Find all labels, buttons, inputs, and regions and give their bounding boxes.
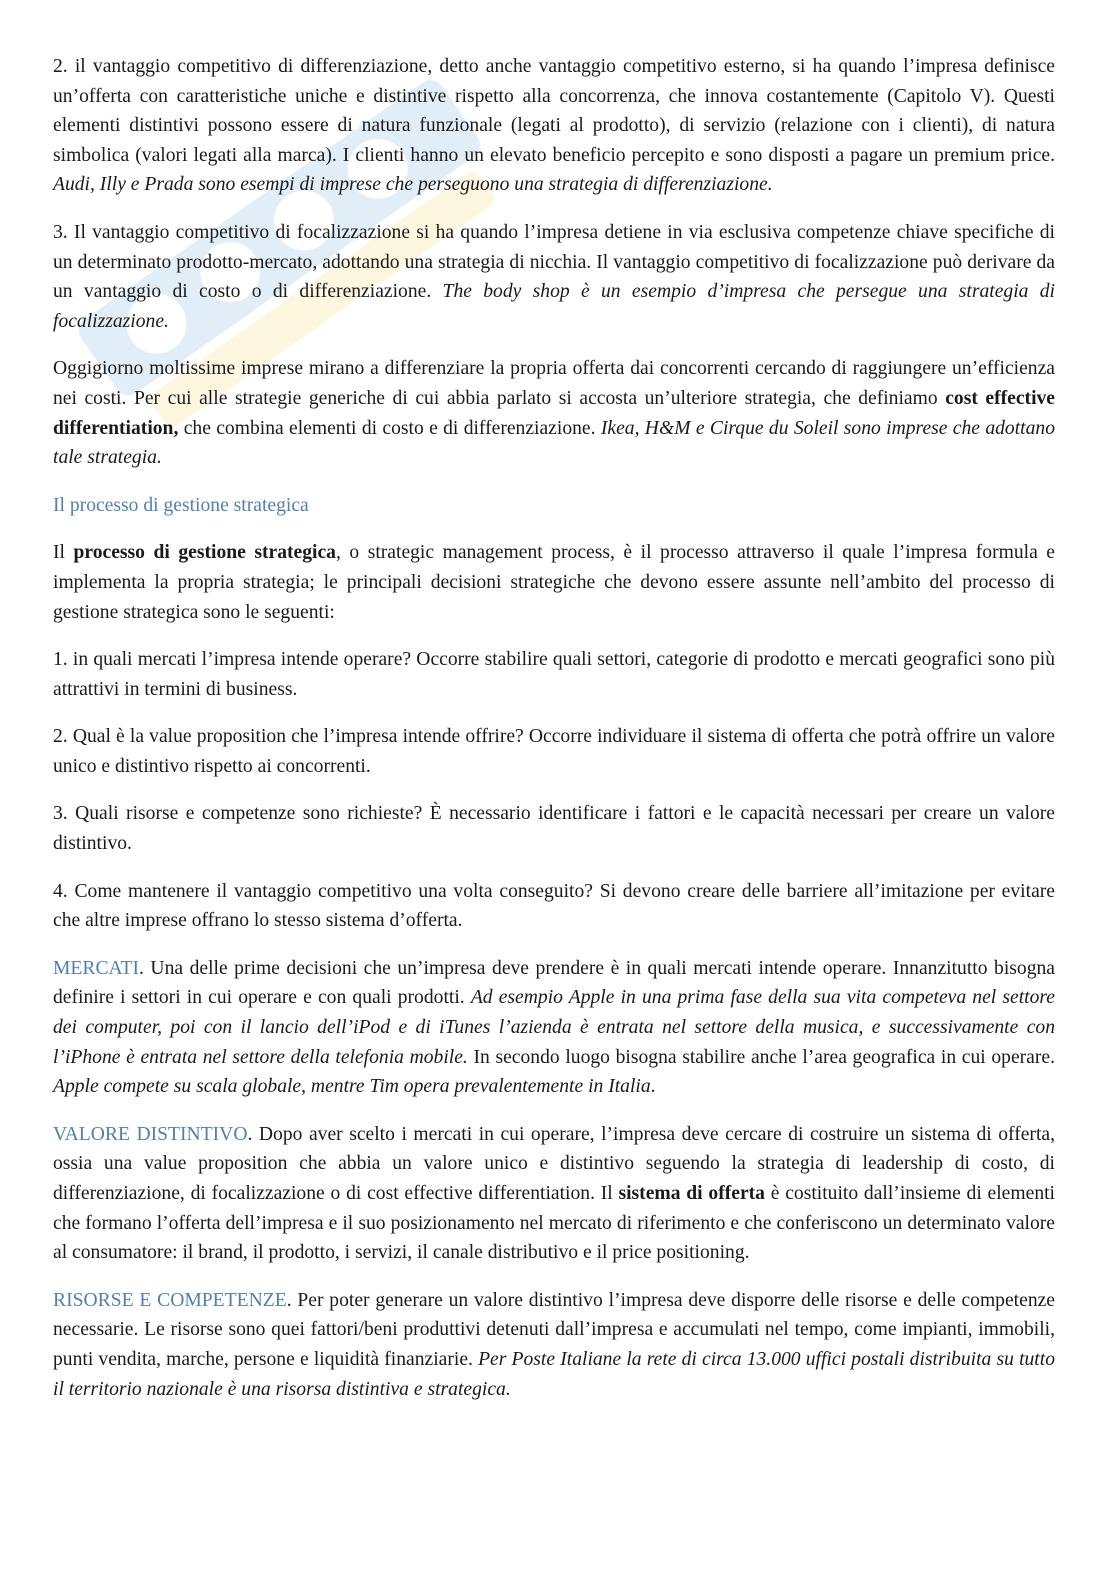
keyword-valore-distintivo: VALORE DISTINTIVO xyxy=(53,1123,248,1145)
paragraph-valore-distintivo: VALORE DISTINTIVO. Dopo aver scelto i mercati in cui operare, l’impresa deve cercare di costruire un sistema di offerta, ossia una value proposition che abbia un valore unico e distintivo seguendo la strategia di leadership di costo, di differenziazione, di focalizzazione o di cost effective differentiation. Il sistema di offerta è costituito dall’insieme di elementi che formano l’offerta dell’impresa e il suo posizionamento nel mercato di riferimento e che conferiscono un determinato valore al consumatore: il brand, il prodotto, i servizi, il canale distributivo e il price positioning. xyxy=(53,1123,1056,1264)
question-3: 3. Quali risorse e competenze sono richieste? È necessario identificare i fattori e le capacità necessari per creare un valore distintivo. xyxy=(53,803,1055,855)
paragraph-focalizzazione: 3. Il vantaggio competitivo di focalizzazione si ha quando l’impresa detiene in via esclusiva competenze chiave specifiche di un determinato prodotto-mercato, adottando una strategia di nicchia. Il vantaggio competitivo di focalizzazione può derivare da un vantaggio di costo o di differenziazione. The body shop è un esempio d’impresa che persegue una strategia di focalizzazione. xyxy=(53,221,1055,332)
paragraph-mercati: MERCATI. Una delle prime decisioni che un’impresa deve prendere è in quali mercati intende operare. Innanzitutto bisogna definire i settori in cui operare e con quali prodotti. Ad esempio Apple in una prima fase della sua vita competeva nel settore dei computer, poi con il lancio dell’iPod e di iTunes l’azienda è entrata nel settore della musica, e successivamente con l’iPhone è entrata nel settore della telefonia mobile. In secondo luogo bisogna stabilire anche l’area geografica in cui operare. Apple compete su scala globale, mentre Tim opera prevalentemente in Italia. xyxy=(53,957,1055,1098)
paragraph-cost-effective: Oggigiorno moltissime imprese mirano a differenziare la propria offerta dai concorrenti cercando di raggiungere un’efficienza nei costi. Per cui alle strategie generiche di cui abbia parlato si accosta un’ulteriore strategia, che definiamo cost effective differentiation, che combina elementi di costo e di differenziazione. Ikea, H&M e Cirque du Soleil sono imprese che adottano tale strategia. xyxy=(53,358,1056,469)
paragraph-differenziazione: 2. il vantaggio competitivo di differenziazione, detto anche vantaggio competitivo esterno, si ha quando l’impresa definisce un’offerta con caratteristiche uniche e distintive rispetto alla concorrenza, che innova costantemente (Capitolo V). Questi elementi distintivi possono essere di natura funzionale (legati al prodotto), di servizio (relazione con i clienti), di natura simbolica (valori legati alla marca). I clienti hanno un elevato beneficio percepito e sono disposti a pagare un premium price. Audi, Illy e Prada sono esempi di imprese che perseguono una strategia di differenziazione. xyxy=(53,56,1055,196)
question-4: 4. Come mantenere il vantaggio competitivo una volta conseguito? Si devono creare delle barriere all’imitazione per evitare che altre imprese offrano lo stesso sistema d’offerta. xyxy=(53,880,1055,932)
document-page xyxy=(53,52,1055,1404)
question-2: 2. Qual è la value proposition che l’impresa intende offrire? Occorre individuare il sistema di offerta che potrà offrire un valore unico e distintivo rispetto ai concorrenti. xyxy=(53,726,1055,777)
keyword-risorse-competenze: RISORSE E COMPETENZE xyxy=(53,1289,287,1311)
paragraph-risorse-competenze: RISORSE E COMPETENZE. Per poter generare un valore distintivo l’impresa deve disporre delle risorse e delle competenze necessarie. Le risorse sono quei fattori/beni produttivi detenuti dall’impresa e accumulati nel tempo, come impianti, immobili, punti vendita, marche, persone e liquidità finanziarie. Per Poste Italiane la rete di circa 13.000 uffici postali distribuita su tutto il territorio nazionale è una risorsa distintiva e strategica. xyxy=(53,1289,1056,1400)
section-heading: Il processo di gestione strategica xyxy=(53,494,309,516)
question-1: 1. in quali mercati l’impresa intende operare? Occorre stabilire quali settori, categorie di prodotto e mercati geografici sono più attrattivi in termini di business. xyxy=(53,649,1055,700)
keyword-mercati: MERCATI xyxy=(53,957,139,979)
paragraph-processo: Il processo di gestione strategica, o strategic management process, è il processo attraverso il quale l’impresa formula e implementa la propria strategia; le principali decisioni strategiche che devono essere assunte nell’ambito del processo di gestione strategica sono le seguenti: xyxy=(53,542,1055,623)
